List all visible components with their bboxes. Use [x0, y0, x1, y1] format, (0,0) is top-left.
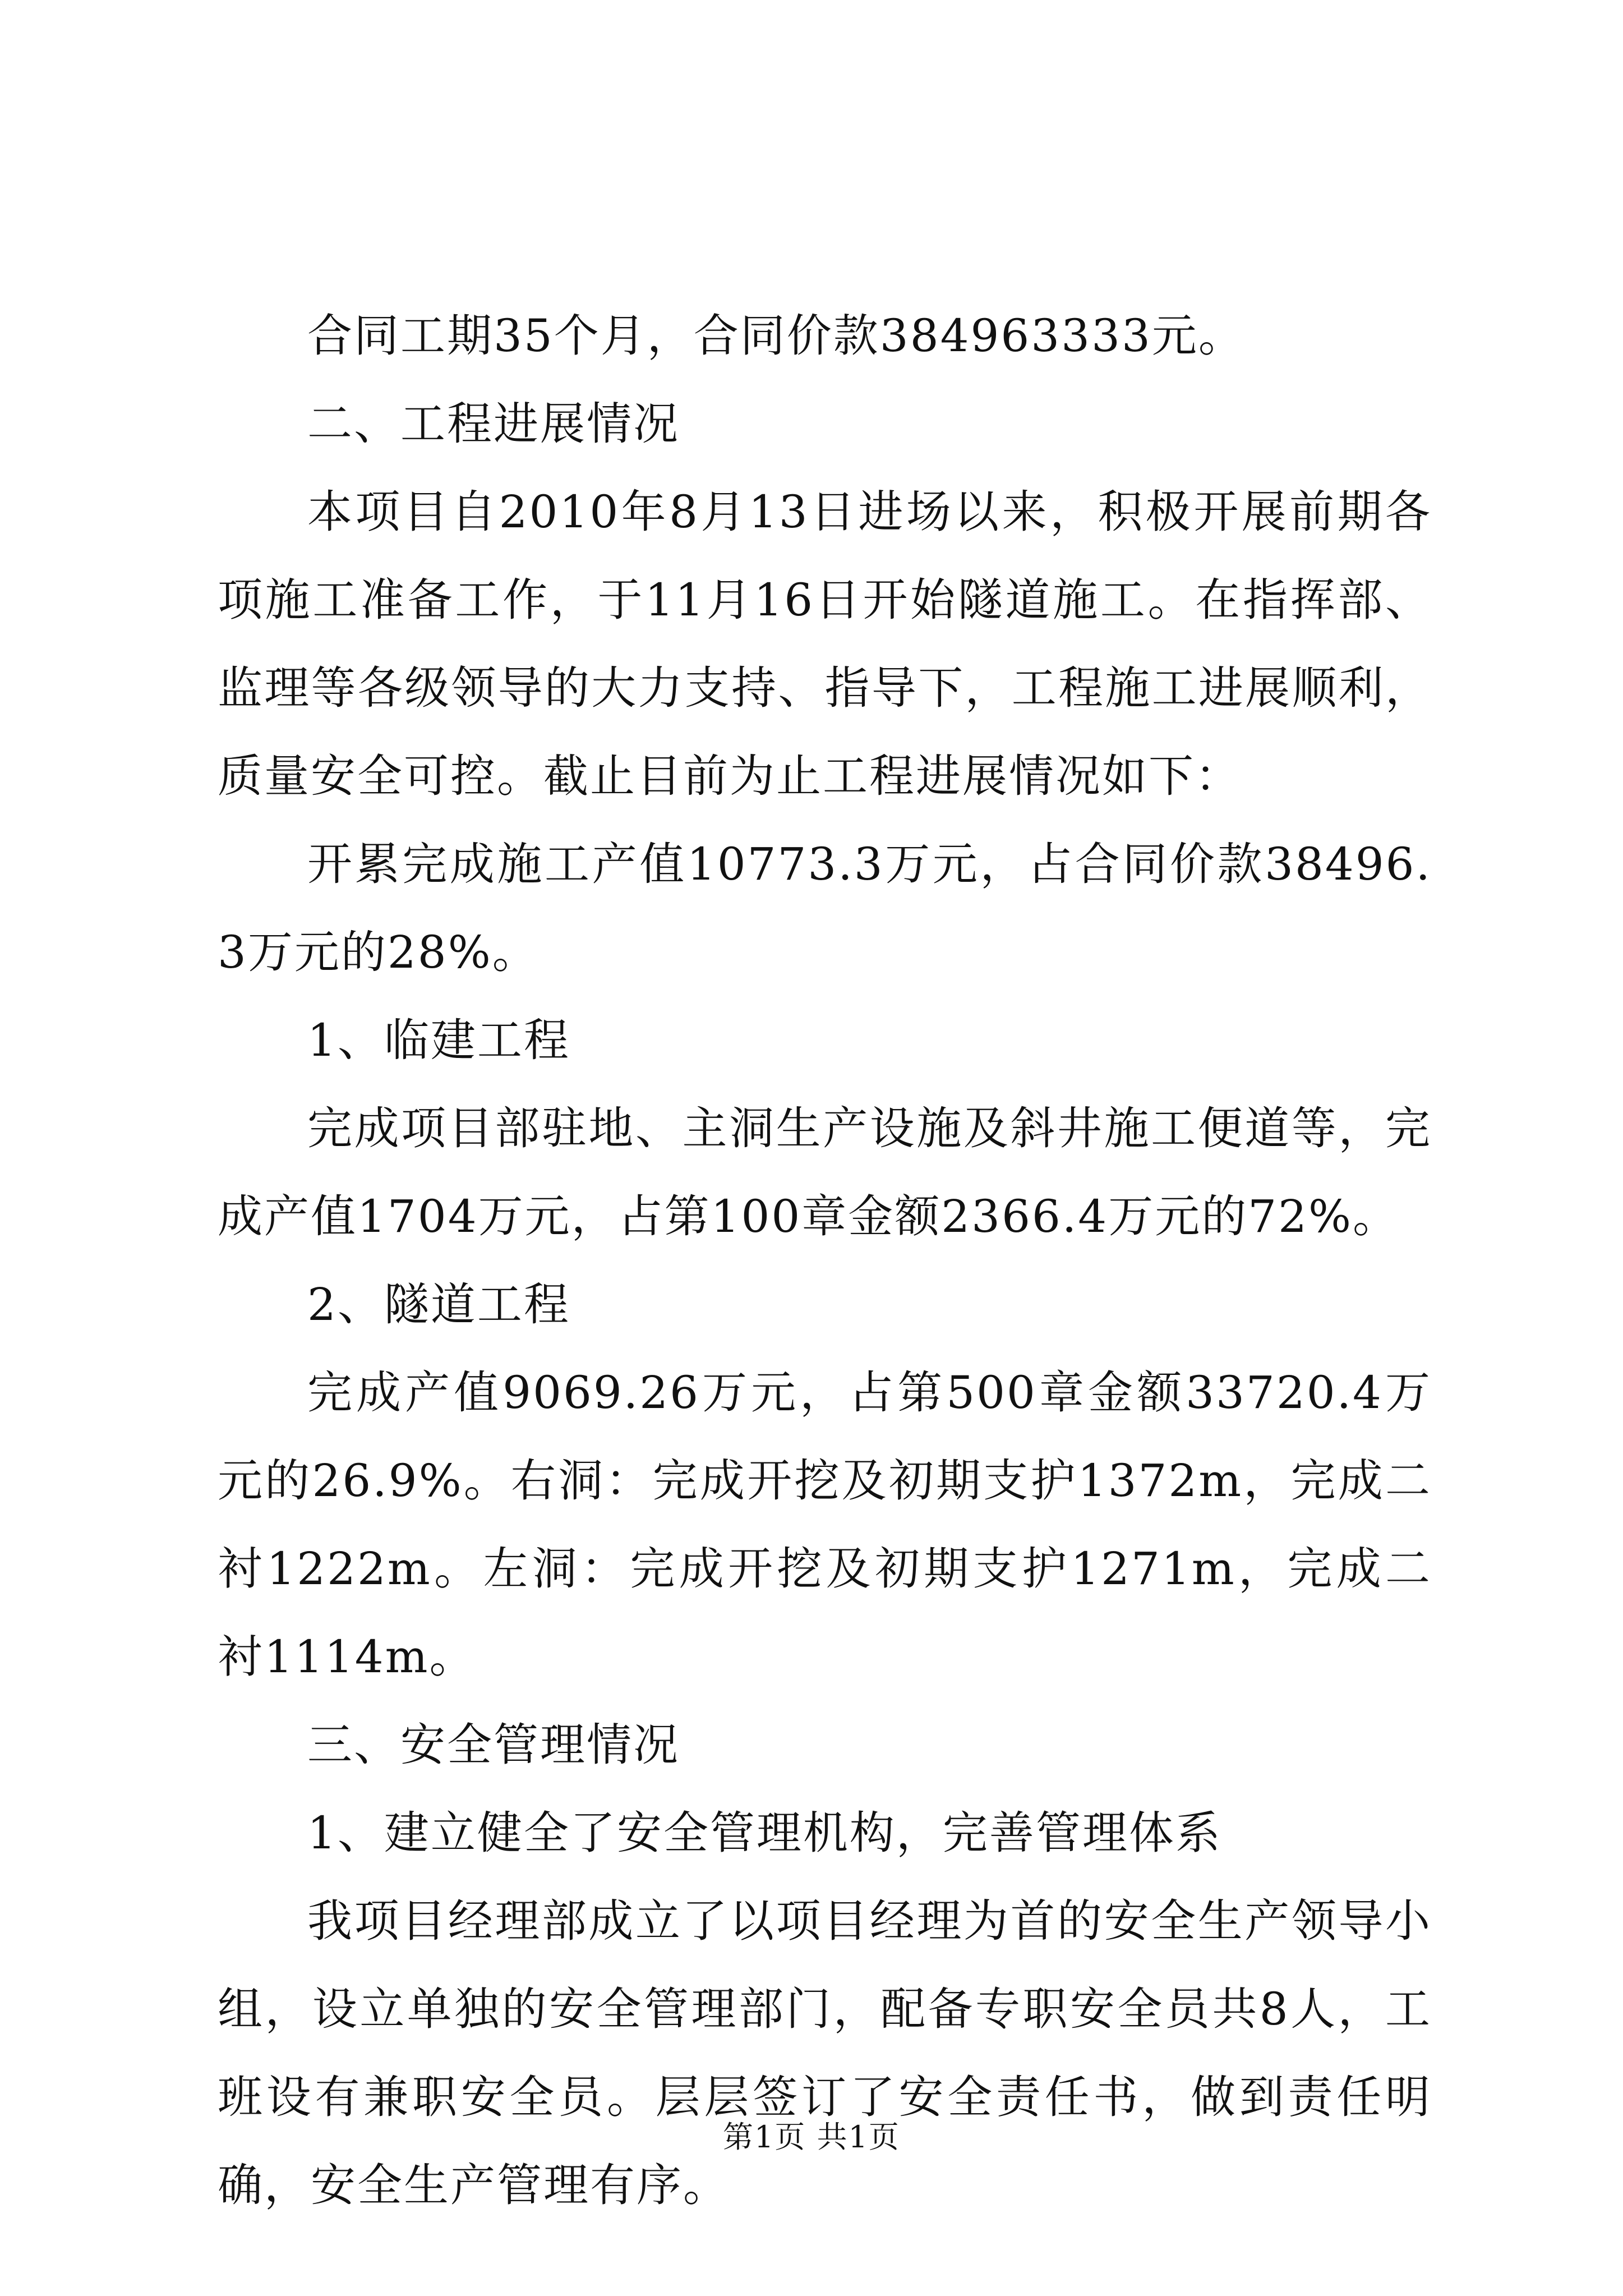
heading-temporary-works: 1、临建工程 [307, 1014, 570, 1066]
paragraph-safety-organization: 我项目经理部成立了以项目经理为首的安全生产领导小组，设立单独的安全管理部门，配备专职安全员共8人，工班设有兼职安全员。层层签订了安全责任书，做到责任明确，安全生产管理有序。 [218, 1895, 1432, 2211]
paragraph-contract-terms: 合同工期35个月，合同价款384963333元。 [307, 310, 1245, 362]
heading-safety-organization: 1、建立健全了安全管理机构，完善管理体系 [307, 1807, 1222, 1859]
paragraph-temporary-works: 完成项目部驻地、主洞生产设施及斜井施工便道等，完成产值1704万元，占第100章金额2366.4万元的72%。 [218, 1102, 1432, 1243]
paragraph-output-value: 开累完成施工产值10773.3万元，占合同价款38496.3万元的28%。 [218, 838, 1432, 978]
paragraph-tunnel-works: 完成产值9069.26万元，占第500章金额33720.4万元的26.9%。右洞：完成开挖及初期支护1372m，完成二衬1222m。左洞：完成开挖及初期支护1271m，完成二衬1114m。 [218, 1366, 1432, 1683]
heading-safety-management: 三、安全管理情况 [307, 1719, 680, 1771]
paragraph-progress-overview: 本项目自2010年8月13日进场以来，积极开展前期各项施工准备工作，于11月16日开始隧道施工。在指挥部、监理等各级领导的大力支持、指导下，工程施工进展顺利，质量安全可控。截止目前为止工程进展情况如下： [218, 486, 1432, 802]
heading-progress: 二、工程进展情况 [307, 398, 680, 450]
heading-tunnel-works: 2、隧道工程 [307, 1278, 570, 1331]
document-body [218, 292, 1432, 2229]
page-footer: 第1页 共1页 [723, 2119, 900, 2155]
